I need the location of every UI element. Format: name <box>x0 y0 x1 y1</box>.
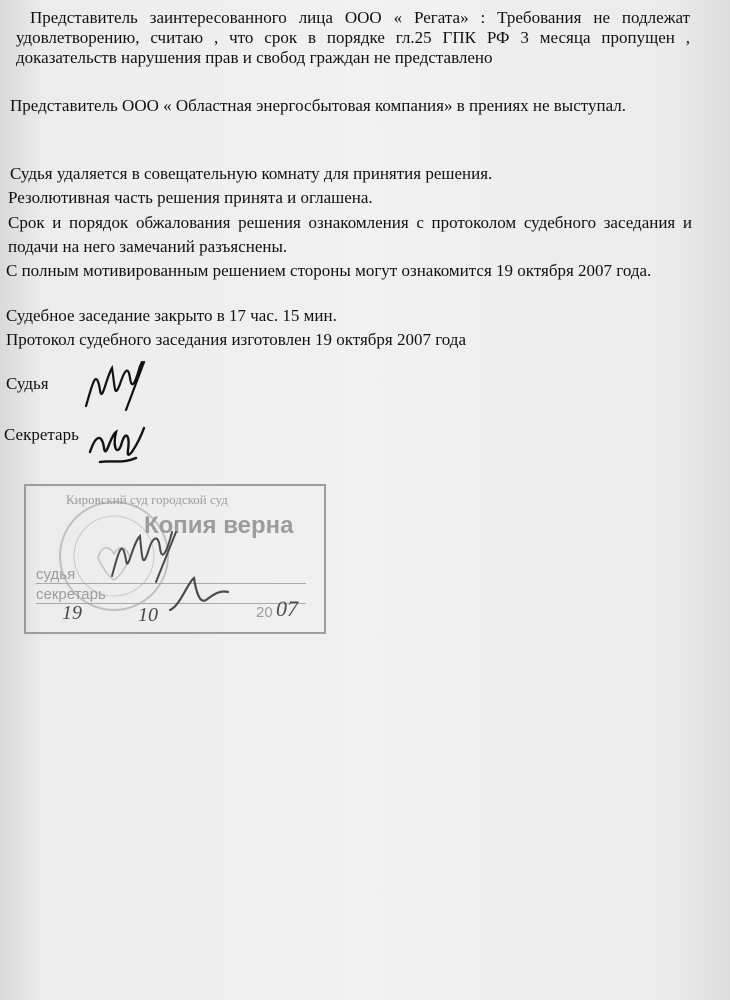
stamp-date-month: 10 <box>138 604 158 626</box>
stamp-judge-line: судья <box>36 566 306 584</box>
stamp-secretary-signature <box>166 570 236 616</box>
paragraph-full-decision-date: С полным мотивированным решением стороны могут ознакомится 19 октября 2007 года. <box>6 261 652 280</box>
line-protocol-prepared: Протокол судебного заседания изготовлен 19 октября 2007 года <box>6 330 467 349</box>
paragraph-regata-representative: Представитель заинтересованного лица ООО « Регата» : Требования не подлежат удовлетворению, считаю , что срок в порядке гл.25 ГПК РФ 3 месяца пропущен , доказательств нарушения прав и свобод граждан не представлено <box>16 8 690 67</box>
paragraph-appeal-procedure: Срок и порядок обжалования решения ознакомления с протоколом судебного заседания и подачи на него замечаний разъяснены. <box>8 213 692 256</box>
certification-stamp <box>24 484 326 634</box>
line-session-closed: Судебное заседание закрыто в 17 час. 15 мин. <box>6 306 337 325</box>
stamp-court-name: Кировский суд городской суд <box>66 492 228 507</box>
judge-label: Судья <box>6 374 49 393</box>
stamp-date-year-prefix: 20 <box>256 604 273 621</box>
line-operative-part: Резолютивная часть решения принята и оглашена. <box>8 188 373 207</box>
line-deliberation-room: Судья удаляется в совещательную комнату для принятия решения. <box>10 164 493 183</box>
paragraph-energy-company-representative: Представитель ООО « Областная энергосбытовая компания» в прениях не выступал. <box>10 96 627 115</box>
stamp-secretary-line: секретарь <box>36 586 306 604</box>
stamp-date-year-suffix: 07 <box>276 596 298 621</box>
secretary-label: Секретарь <box>4 425 79 444</box>
secretary-signature <box>82 414 162 470</box>
judge-signature <box>82 356 162 416</box>
stamp-title: Копия верна <box>144 512 294 539</box>
stamp-date-day: 19 <box>62 602 82 624</box>
